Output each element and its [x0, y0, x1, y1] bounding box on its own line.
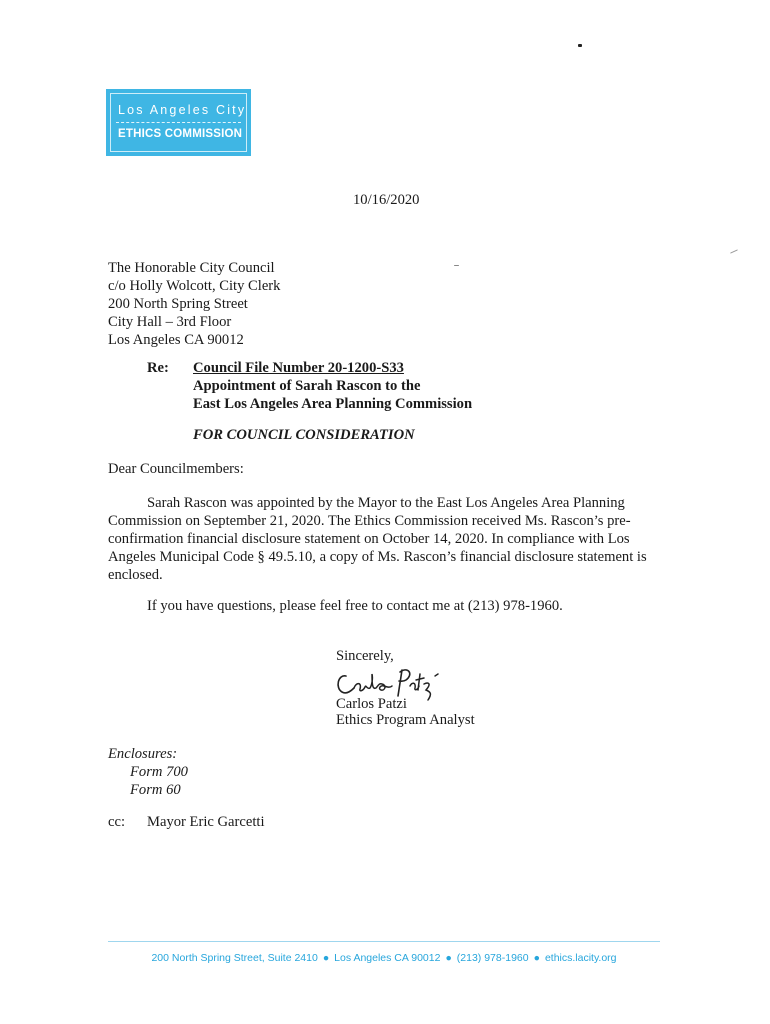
re-label: Re:	[147, 360, 169, 376]
bullet-icon: ●	[322, 952, 330, 964]
scan-speck	[454, 265, 459, 266]
letterhead-footer	[108, 952, 660, 964]
footer-website[interactable]: ethics.lacity.org	[544, 952, 617, 964]
paragraph-line: enclosed.	[108, 567, 163, 583]
logo-commission-text: ETHICS COMMISSION	[118, 128, 243, 140]
consideration-label: FOR COUNCIL CONSIDERATION	[193, 427, 415, 443]
logo-city-text: Los Angeles City	[118, 103, 247, 117]
sender-name: Carlos Patzi	[336, 696, 407, 712]
footer-divider	[108, 941, 660, 942]
footer-phone: (213) 978-1960	[456, 952, 529, 964]
re-block	[193, 359, 472, 413]
footer-address: 200 North Spring Street, Suite 2410	[151, 952, 318, 964]
paragraph-line: Sarah Rascon was appointed by the Mayor to the East Los Angeles Area Planning	[147, 495, 625, 511]
address-line: The Honorable City Council	[108, 260, 275, 276]
footer-city: Los Angeles CA 90012	[334, 952, 441, 964]
paragraph-line: Commission on September 21, 2020. The Ethics Commission received Ms. Rascon’s pre-	[108, 513, 631, 529]
address-line: Los Angeles CA 90012	[108, 332, 244, 348]
bullet-icon: ●	[445, 952, 452, 964]
council-file-number: Council File Number 20-1200-S33	[193, 360, 404, 376]
body-paragraph-1	[108, 494, 647, 584]
re-subject-line: Appointment of Sarah Rascon to the	[193, 378, 421, 394]
address-line: 200 North Spring Street	[108, 296, 248, 312]
enclosure-item: Form 60	[130, 782, 181, 798]
cc-recipient: Mayor Eric Garcetti	[147, 814, 265, 830]
address-line: City Hall – 3rd Floor	[108, 314, 232, 330]
sender-title: Ethics Program Analyst	[336, 712, 475, 728]
enclosures-label: Enclosures:	[108, 746, 178, 762]
paragraph-line: Angeles Municipal Code § 49.5.10, a copy of Ms. Rascon’s financial disclosure statement is	[108, 549, 647, 565]
body-paragraph-2: If you have questions, please feel free to contact me at (213) 978-1960.	[147, 598, 563, 614]
bullet-icon: ●	[533, 952, 540, 964]
closing-sincerely: Sincerely,	[336, 648, 394, 664]
enclosure-item: Form 700	[130, 764, 188, 780]
enclosures-list	[130, 763, 188, 799]
address-block	[108, 259, 280, 349]
paragraph-line: confirmation financial disclosure statement on October 14, 2020. In compliance with Los	[108, 531, 630, 547]
logo-divider	[116, 122, 241, 123]
letter-date: 10/16/2020	[353, 192, 420, 208]
re-subject-line: East Los Angeles Area Planning Commission	[193, 396, 473, 412]
scan-speck	[578, 44, 582, 47]
cc-label: cc:	[108, 814, 126, 830]
ethics-commission-logo	[106, 89, 251, 156]
address-line: c/o Holly Wolcott, City Clerk	[108, 278, 281, 294]
salutation: Dear Councilmembers:	[108, 461, 244, 477]
scan-speck	[730, 249, 738, 253]
